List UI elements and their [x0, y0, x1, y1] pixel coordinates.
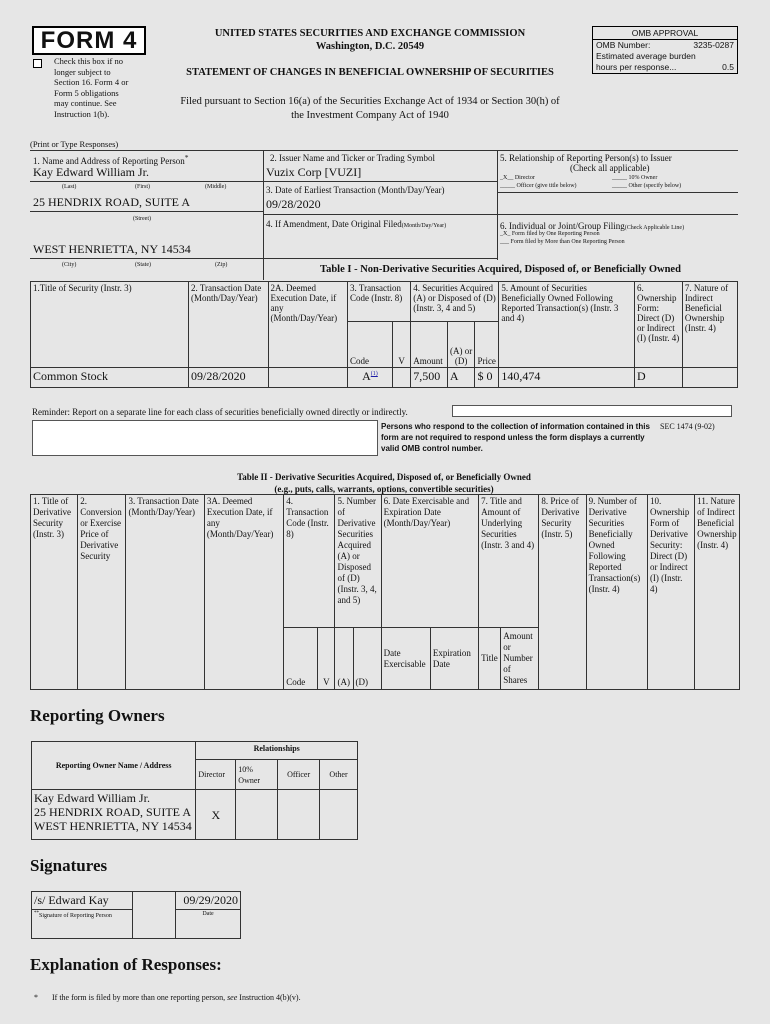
t1-aord: A [447, 368, 475, 388]
t1-amount: 7,500 [411, 368, 448, 388]
t2-h7: 7. Title and Amount of Underlying Securities (Instr. 3 and 4) [479, 495, 539, 628]
street-label: (Street) [133, 216, 151, 222]
director-header: Director [196, 760, 236, 790]
t1-sub-v: V [392, 322, 410, 368]
other-header: Other [320, 760, 358, 790]
reporting-person-name: Kay Edward William Jr. [33, 165, 149, 179]
reporting-owners-table [31, 741, 358, 840]
t2-h3a: 3A. Deemed Execution Date, if any (Month/Day/Year) [204, 495, 283, 690]
t1-form: D [634, 368, 682, 388]
t1-security-title: Common Stock [31, 368, 189, 388]
box6-label: 6. Individual or Joint/Group Filing(Check Applicable Line) [500, 221, 685, 231]
other-option: _____ Other (specify below) [612, 183, 682, 189]
zip-label: (Zip) [215, 262, 228, 268]
table1-title: Table I - Non-Derivative Securities Acquired, Disposed of, or Beneficially Owned [320, 264, 681, 275]
table1 [30, 281, 738, 388]
t1-code: $A^{(1)}$ [348, 368, 393, 388]
t1-h1: 1.Title of Security (Instr. 3) [31, 282, 189, 368]
signature-table [31, 891, 241, 939]
form-title: FORM 4 [32, 26, 146, 55]
box1-label: 1. Name and Address of Reporting Person* [33, 153, 189, 166]
reporting-owners-heading: Reporting Owners [30, 706, 165, 725]
table2 [30, 494, 740, 690]
officer-header: Officer [278, 760, 320, 790]
officer-option: _____ Officer (give title below) [500, 183, 577, 189]
t2-h2: 2. Conversion or Exercise Price of Derivative Security [78, 495, 126, 690]
box5-label: 5. Relationship of Reporting Person(s) to Issuer [500, 153, 672, 163]
t1-owned: 140,474 [499, 368, 635, 388]
t1-sub-aord: (A) or (D) [447, 322, 475, 368]
box4-label: 4. If Amendment, Date Original Filed(Month/Day/Year) [266, 219, 447, 229]
t1-sub-code: Code [348, 322, 393, 368]
reminder-text: Reminder: Report on a separate line for each class of securities beneficially owned directly or indirectly. [32, 407, 408, 417]
relationships-header: Relationships [196, 742, 358, 760]
owner-10pct-cell [236, 790, 278, 840]
signature-spacer [133, 892, 176, 939]
owner10-option: _____ 10% Owner [612, 175, 658, 181]
explanation-note: If the form is filed by more than one reporting person, see Instruction 4(b)(v). [52, 993, 301, 1002]
date-label: Date [176, 910, 241, 939]
t1-h5: 5. Amount of Securities Beneficially Owned Following Reported Transaction(s) (Instr. 3 and 4) [499, 282, 635, 368]
t1-h6: 6. Ownership Form: Direct (D) or Indirect (I) (Instr. 4) [634, 282, 682, 368]
box2-label: 2. Issuer Name and Ticker or Trading Symbol [270, 153, 435, 163]
t2-h6: 6. Date Exercisable and Expiration Date (Month/Day/Year) [381, 495, 478, 628]
box5-sublabel: (Check all applicable) [570, 163, 650, 173]
t2-h3: 3. Transaction Date (Month/Day/Year) [126, 495, 204, 690]
notice-blank-box [32, 420, 378, 456]
table-row [32, 790, 358, 840]
reminder-box [452, 405, 732, 417]
explanation-mark: * [34, 993, 38, 1002]
signature-label: **Signature of Reporting Person [32, 910, 133, 939]
city-label: (City) [62, 262, 77, 268]
issuer-name: Vuzix Corp [VUZI] [266, 165, 362, 179]
box6-line1: _X_ Form filed by One Reporting Person [500, 231, 600, 237]
t2-h9: 9. Number of Derivative Securities Beneficially Owned Following Reported Transaction(s) (Instr. 4) [586, 495, 647, 690]
print-type-note: (Print or Type Responses) [30, 139, 119, 149]
last-label: (Last) [62, 184, 77, 190]
middle-label: (Middle) [205, 184, 227, 190]
persons-notice: Persons who respond to the collection of information contained in this form are not required to respond unless the form displays a currently valid OMB control number. [381, 422, 650, 453]
footnote-link[interactable]: (1) [370, 371, 378, 377]
owner-other-cell [320, 790, 358, 840]
t1-h4: 4. Securities Acquired (A) or Disposed of (D) (Instr. 3, 4 and 5) [411, 282, 499, 322]
t1-price: $ 0 [475, 368, 499, 388]
t2-h11: 11. Nature of Indirect Beneficial Ownership (Instr. 4) [695, 495, 740, 690]
t1-h3: 3. Transaction Code (Instr. 8) [348, 282, 411, 322]
statement-title: STATEMENT OF CHANGES IN BENEFICIAL OWNERSHIP OF SECURITIES [186, 67, 554, 78]
t2-sub-code: Code [284, 628, 318, 690]
t2-h8: 8. Price of Derivative Security (Instr. 5) [539, 495, 586, 690]
owner-name-header: Reporting Owner Name / Address [32, 742, 196, 790]
box6-line2: ___ Form filed by More than One Reporting Person [500, 239, 625, 245]
t1-sub-amount: Amount [411, 322, 448, 368]
owner-director-mark: X [196, 790, 236, 840]
t1-h7: 7. Nature of Indirect Beneficial Ownership (Instr. 4) [682, 282, 737, 368]
t1-transaction-date: 09/28/2020 [189, 368, 269, 388]
reporting-person-street: 25 HENDRIX ROAD, SUITE A [33, 195, 190, 209]
t2-sub-a: (A) [335, 628, 353, 690]
section16-checkbox[interactable] [33, 59, 42, 68]
checkbox-instructions: Check this box if no longer subject to Section 16. Form 4 or Form 5 obligations may continue. See Instruction 1(b). [54, 56, 129, 119]
t2-sub-expiration: Expiration Date [430, 628, 478, 690]
owner10-header: 10% Owner [236, 760, 278, 790]
signature-date: 09/29/2020 [176, 892, 241, 910]
t2-sub-title: Title [479, 628, 501, 690]
omb-approval-box: OMB APPROVAL OMB Number: 3235-0287 Estimated average burden hours per response... 0.5 [592, 26, 738, 74]
director-option: _X__ Director [500, 175, 535, 181]
earliest-transaction-date: 09/28/2020 [266, 197, 321, 211]
first-label: (First) [135, 184, 150, 190]
reporting-person-city: WEST HENRIETTA, NY 14534 [33, 242, 191, 256]
t1-deemed-date [268, 368, 348, 388]
filed-pursuant-text: Filed pursuant to Section 16(a) of the Securities Exchange Act of 1934 or Section 30(h) of the Investment Company Act of 1940 [180, 96, 560, 121]
t1-h2: 2. Transaction Date (Month/Day/Year) [189, 282, 269, 368]
agency-heading: UNITED STATES SECURITIES AND EXCHANGE COMMISSION Washington, D.C. 20549 [214, 28, 526, 52]
t2-h4: 4. Transaction Code (Instr. 8) [284, 495, 335, 628]
table2-title: Table II - Derivative Securities Acquired, Disposed of, or Beneficially Owned (e.g., puts, calls, warrants, options, convertible securities) [237, 472, 531, 494]
t2-h10: 10. Ownership Form of Derivative Security: Direct (D) or Indirect (I) (Instr. 4) [647, 495, 694, 690]
signatures-heading: Signatures [30, 856, 108, 875]
table-row [31, 368, 738, 388]
sec-code: SEC 1474 (9-02) [660, 422, 715, 431]
owner-officer-cell [278, 790, 320, 840]
state-label: (State) [135, 262, 151, 268]
t2-sub-v: V [318, 628, 335, 690]
t1-nature [682, 368, 737, 388]
t2-h5: 5. Number of Derivative Securities Acquired (A) or Disposed of (D) (Instr. 3, 4, and 5) [335, 495, 381, 628]
owner-address-cell: Kay Edward William Jr. 25 HENDRIX ROAD, SUITE A WEST HENRIETTA, NY 14534 [32, 790, 196, 840]
t2-h1: 1. Title of Derivative Security (Instr. 3) [31, 495, 78, 690]
t1-h2a: 2A. Deemed Execution Date, if any (Month/Day/Year) [268, 282, 348, 368]
t2-sub-exercisable: Date Exercisable [381, 628, 430, 690]
t2-sub-amount: Amount or Number of Shares [501, 628, 539, 690]
signature-value: /s/ Edward Kay [32, 892, 133, 910]
t2-sub-d: (D) [353, 628, 381, 690]
t1-sub-price: Price [475, 322, 499, 368]
t1-v [392, 368, 410, 388]
explanation-heading: Explanation of Responses: [30, 955, 222, 974]
box3-label: 3. Date of Earliest Transaction (Month/Day/Year) [266, 185, 445, 195]
